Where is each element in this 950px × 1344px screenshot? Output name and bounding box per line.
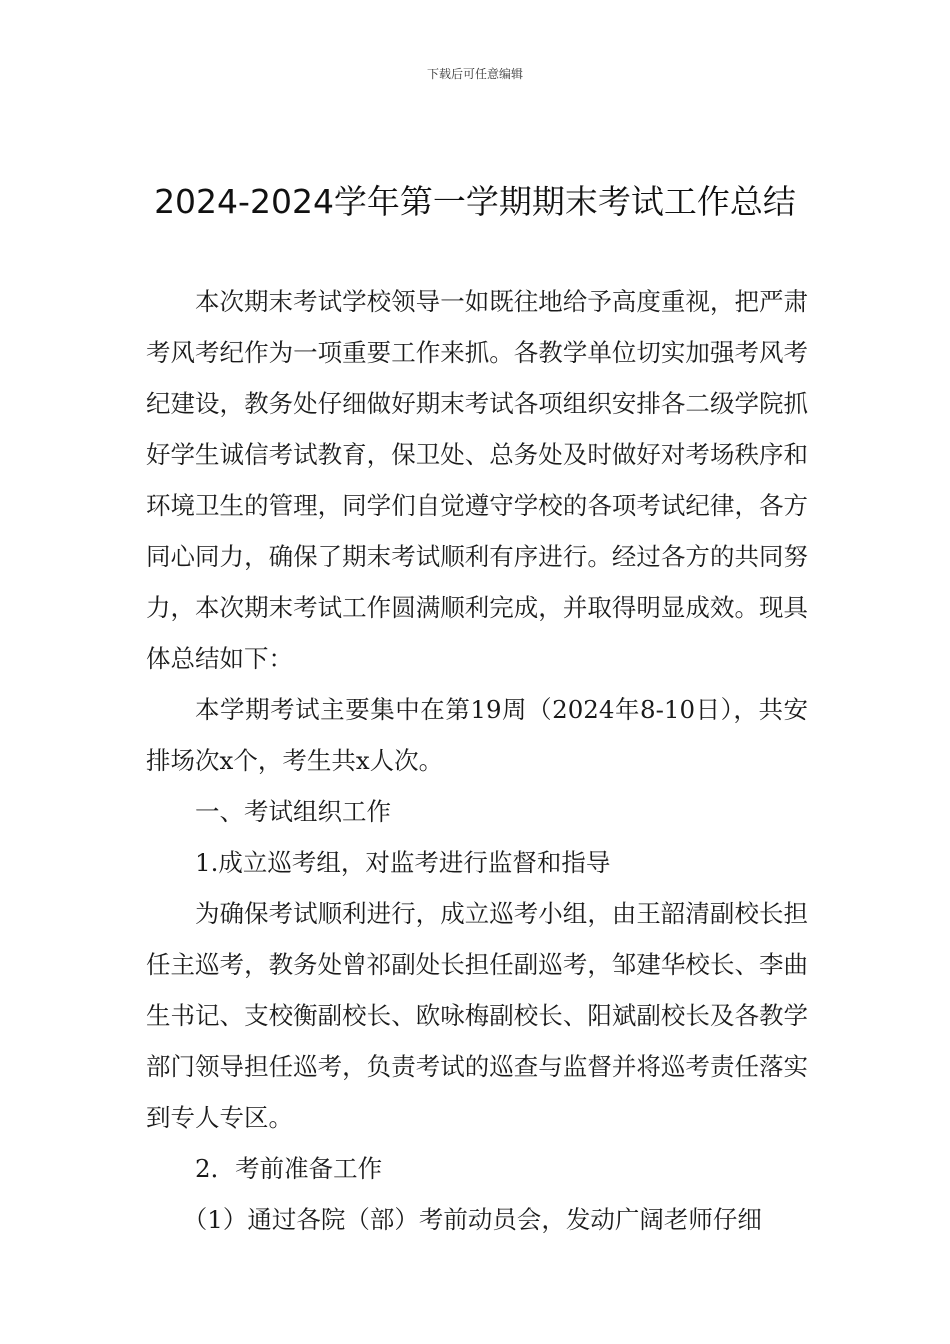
paragraph-schedule: 本学期考试主要集中在第19周（2024年8-10日），共安排场次x个，考生共x人次。: [146, 695, 808, 775]
header-note: 下载后可任意编辑: [426, 67, 523, 81]
paragraph-intro: 本次期末考试学校领导一如既往地给予高度重视，把严肃考风考纪作为一项重要工作来抓。各教学单位切实加强考风考纪建设，教务处仔细做好期末考试各项组织安排各二级学院抓好学生诚信考试教育，保卫处、总务处及时做好对考场秩序和环境卫生的管理，同学们自觉遵守学校的各项考试纪律，各方同心同力，确保了期末考试顺利有序进行。经过各方的共同努力，本次期末考试工作圆满顺利完成，并取得明显成效。现具体总结如下：: [146, 287, 808, 673]
paragraph-inspection-group: 为确保考试顺利进行，成立巡考小组，由王韶清副校长担任主巡考，教务处曾祁副处长担任副巡考，邹建华校长、李曲生书记、支校衡副校长、欧咏梅副校长、阳斌副校长及各教学部门领导担任巡考，负责考试的巡查与监督并将巡考责任落实到专人专区。: [146, 899, 808, 1132]
subsection-heading-inspection-group: 1.成立巡考组，对监考进行监督和指导: [195, 848, 611, 877]
subsection-heading-preparation: 2．考前准备工作: [195, 1154, 383, 1183]
paragraph-preparation-item-1: （1）通过各院（部）考前动员会，发动广阔老师仔细: [182, 1205, 762, 1234]
section-heading-exam-organization: 一、考试组织工作: [195, 797, 391, 826]
document-title: 2024-2024学年第一学期期末考试工作总结: [154, 182, 796, 221]
document-body: [146, 276, 808, 1245]
